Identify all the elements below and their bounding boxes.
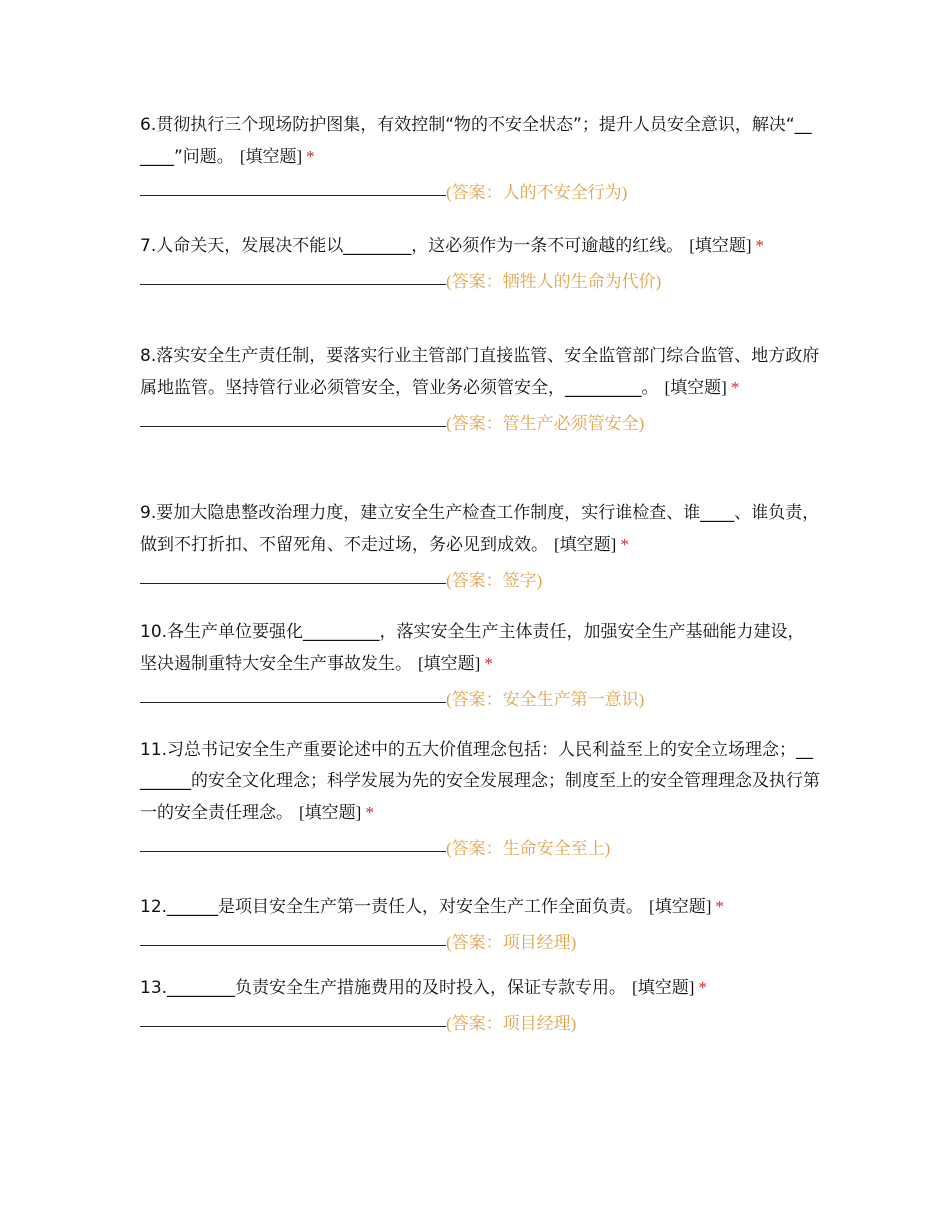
question-body: 12.______是项目安全生产第一责任人，对安全生产工作全面负责。 [140,897,644,917]
question-body: 8.落实安全生产责任制，要落实行业主管部门直接监管、安全监管部门综合监管、地方政府属地监管。坚持管行业必须管安全，管业务必须管安全，_________。 [140,346,820,398]
answer-line [140,173,820,204]
question-text [140,341,820,404]
answer-blank [140,680,446,703]
question-10 [140,617,820,711]
required-mark: * [365,803,374,822]
required-mark: * [306,147,315,166]
question-8 [140,341,820,435]
required-mark: * [620,535,629,554]
required-mark: * [698,978,707,997]
answer-line [140,262,820,293]
answer-text: (答案：牺牲人的生命为代价) [446,272,662,291]
question-body: 6.贯彻执行三个现场防护图集，有效控制“物的不安全状态”；提升人员安全意识，解决“______”问题。 [140,115,812,167]
question-text [140,498,820,561]
answer-line [140,404,820,435]
question-6 [140,110,820,204]
question-type-label: [填空题] [632,978,695,997]
question-text [140,891,820,923]
question-text [140,110,820,173]
question-9 [140,498,820,592]
answer-text: (答案：签字) [446,571,543,590]
required-mark: * [755,236,765,255]
required-mark: * [715,897,724,916]
answer-blank [140,404,446,427]
question-type-label: [填空题] [649,897,712,916]
question-body: 13.________负责安全生产措施费用的及时投入，保证专款专用。 [140,978,627,998]
question-11 [140,735,820,860]
answer-text: (答案：生命安全至上) [446,839,611,858]
answer-line [140,680,820,711]
answer-text: (答案：安全生产第一意识) [446,690,645,709]
answer-line [140,561,820,592]
answer-text: (答案：项目经理) [446,933,577,952]
question-body: 11.习总书记安全生产重要论述中的五大价值理念包括：人民利益至上的安全立场理念；________的安全文化理念；科学发展为先的安全发展理念；制度至上的安全管理理念及执行第一的安全责任理念。 [140,740,820,823]
answer-blank [140,173,446,196]
question-type-label: [填空题] [418,654,481,673]
answer-blank [140,1004,446,1027]
question-text [140,230,820,262]
required-mark: * [484,654,493,673]
answer-blank [140,923,446,946]
question-text [140,617,820,680]
answer-line [140,829,820,860]
question-type-label: [填空题] [299,803,362,822]
answer-line [140,923,820,954]
required-mark: * [730,378,740,397]
answer-text: (答案：管生产必须管安全) [446,414,645,433]
answer-blank [140,829,446,852]
question-type-label: [填空题] [689,236,752,255]
answer-text: (答案：人的不安全行为) [446,183,628,202]
question-text [140,972,820,1004]
question-13 [140,972,820,1035]
question-body: 7.人命关天，发展决不能以________，这必须作为一条不可逾越的红线。 [140,236,684,256]
question-type-label: [填空题] [239,147,303,166]
answer-blank [140,262,446,285]
question-text [140,735,820,829]
question-body: 9.要加大隐患整改治理力度，建立安全生产检查工作制度，实行谁检查、谁____、谁负责，做到不打折扣、不留死角、不走过场，务必见到成效。 [140,503,820,555]
question-7 [140,230,820,293]
question-12 [140,891,820,954]
answer-blank [140,561,446,584]
answer-text: (答案：项目经理) [446,1014,577,1033]
question-type-label: [填空题] [554,535,617,554]
question-type-label: [填空题] [664,378,727,397]
question-body: 10.各生产单位要强化_________，落实安全生产主体责任，加强安全生产基础能力建设，坚决遏制重特大安全生产事故发生。 [140,622,805,674]
answer-line [140,1004,820,1035]
